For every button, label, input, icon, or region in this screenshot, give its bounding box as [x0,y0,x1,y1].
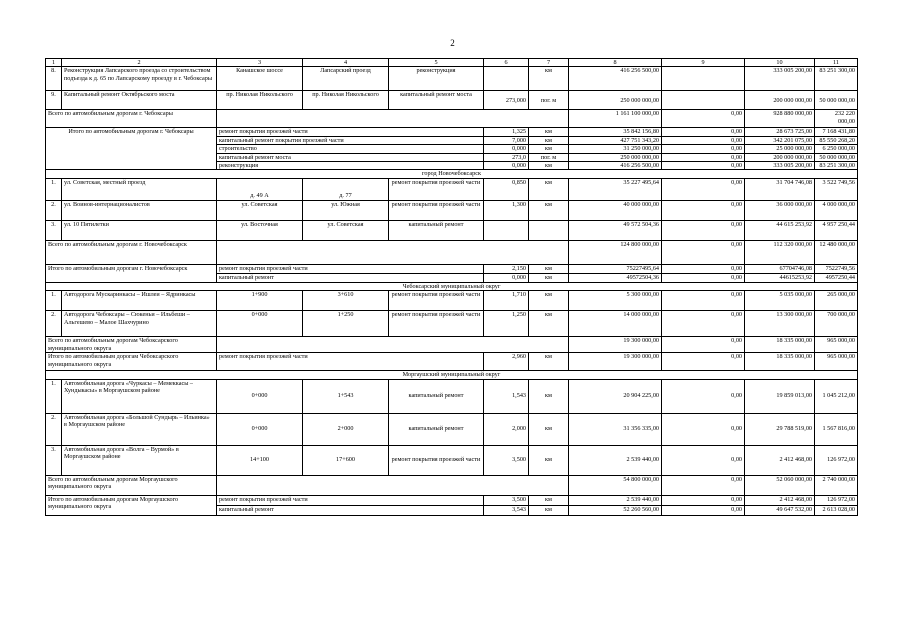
road-name: Автодорога Чебоксары – Сюкеньи – Ильбеши – Альгешево – Малое Шахчурино [62,311,217,337]
quantity: 0,000 [484,273,529,282]
table-row [46,291,858,311]
column-10-amount: 13 300 000,00 [745,311,815,337]
section-header-row [46,282,858,290]
column-9-amount [662,67,745,91]
total-amount: 1 161 100 000,00 [569,110,662,128]
row-number: 9. [46,91,62,110]
total-amount: 2 539 440,00 [569,495,662,505]
column-9-amount: 0,00 [662,495,745,505]
table-row [46,200,858,220]
column-9-amount: 0,00 [662,445,745,475]
unit: км [529,273,569,282]
road-name: Капитальный ремонт Октябрьского моста [62,91,217,110]
unit: км [529,495,569,505]
end-point: Лапсарский проезд [303,67,389,91]
column-10-amount: 200 000 000,00 [745,153,815,161]
quantity: 7,000 [484,136,529,144]
column-11-amount: 965 000,00 [815,353,858,371]
section-title: Чебоксарский муниципальный округ [46,282,858,290]
column-9-amount: 0,00 [662,311,745,337]
total-amount: 75227495,64 [569,264,662,273]
column-9-amount: 0,00 [662,353,745,371]
column-11-amount: 2 740 000,00 [815,475,858,495]
quantity: 2,150 [484,264,529,273]
end-point: 1+543 [303,379,389,413]
column-9-amount: 0,00 [662,145,745,153]
total-amount: 52 260 560,00 [569,505,662,515]
quantity: 0,000 [484,162,529,170]
column-10-amount: 2 412 468,00 [745,495,815,505]
column-11-amount: 83 251 300,00 [815,162,858,170]
column-10-amount: 200 000 000,00 [745,91,815,110]
column-11-amount: 50 000 000,00 [815,91,858,110]
column-9-amount: 0,00 [662,178,745,200]
total-amount: 124 800 000,00 [569,240,662,264]
end-point: 2+000 [303,413,389,445]
total-amount: 54 800 000,00 [569,475,662,495]
quantity: 3,500 [484,495,529,505]
column-11-amount: 83 251 300,00 [815,67,858,91]
road-name: ул. Советская, местный проезд [62,178,217,200]
start-point: ул. Восточная [217,220,303,240]
column-number: 2 [62,59,217,67]
total-row [46,240,858,264]
column-11-amount: 232 220 000,00 [815,110,858,128]
quantity: 1,325 [484,128,529,136]
column-10-amount: 928 880 000,00 [745,110,815,128]
column-10-amount: 44615253,92 [745,273,815,282]
unit: км [529,136,569,144]
work-type: капитальный ремонт [389,379,484,413]
quantity: 273,000 [484,91,529,110]
unit: км [529,353,569,371]
total-amount: 250 000 000,00 [569,91,662,110]
blank-cell [217,337,569,353]
end-point: д. 77 [303,178,389,200]
row-number: 1. [46,379,62,413]
work-type: капитальный ремонт моста [389,91,484,110]
total-amount: 14 000 000,00 [569,311,662,337]
total-row [46,337,858,353]
table-row [46,413,858,445]
unit: км [529,67,569,91]
total-amount: 49 572 504,36 [569,220,662,240]
column-10-amount: 333 005 200,00 [745,67,815,91]
section-title: Моргаушский муниципальный округ [46,371,858,379]
road-name: Автомобильная дорога «Большой Сундырь – Ильинка» в Моргаушском районе [62,413,217,445]
total-amount: 427 751 343,20 [569,136,662,144]
unit: км [529,445,569,475]
quantity: 0,850 [484,178,529,200]
total-amount: 35 227 495,64 [569,178,662,200]
work-type: ремонт покрытия проезжей части [389,445,484,475]
column-number: 6 [484,59,529,67]
work-type: капитальный ремонт моста [217,153,484,161]
row-number: 2. [46,413,62,445]
page-number: 2 [450,38,455,48]
column-10-amount: 112 320 000,00 [745,240,815,264]
start-point: 0+000 [217,413,303,445]
start-point: ул. Советская [217,200,303,220]
subtotal-row [46,353,858,371]
column-number: 11 [815,59,858,67]
total-row [46,110,858,128]
quantity: 273,0 [484,153,529,161]
column-10-amount: 31 704 746,08 [745,178,815,200]
column-11-amount: 6 250 000,00 [815,145,858,153]
column-9-amount: 0,00 [662,153,745,161]
unit: км [529,379,569,413]
column-9-amount: 0,00 [662,273,745,282]
column-9-amount: 0,00 [662,413,745,445]
column-9-amount: 0,00 [662,136,745,144]
column-11-amount: 4957250,44 [815,273,858,282]
column-number: 4 [303,59,389,67]
work-type: реконструкция [217,162,484,170]
column-9-amount: 0,00 [662,291,745,311]
column-10-amount: 44 615 253,92 [745,220,815,240]
unit: км [529,413,569,445]
column-number: 1 [46,59,62,67]
quantity [484,67,529,91]
work-type: ремонт покрытия проезжей части [389,291,484,311]
column-10-amount: 28 673 725,00 [745,128,815,136]
column-10-amount: 67704746,08 [745,264,815,273]
column-11-amount: 126 972,00 [815,445,858,475]
column-number: 5 [389,59,484,67]
subtotal-label: Итого по автомобильным дорогам г. Чебоксары [46,128,217,170]
total-label: Всего по автомобильным дорогам Чебоксарского муниципального округа [46,337,217,353]
unit: км [529,178,569,200]
work-type: ремонт покрытия проезжей части [217,128,484,136]
road-works-table [45,58,858,516]
subtotal-label: Итого по автомобильным дорогам Моргаушского муниципального округа [46,495,217,515]
table-row [46,67,858,91]
table-row [46,220,858,240]
row-number: 1. [46,291,62,311]
column-10-amount: 18 335 000,00 [745,337,815,353]
road-name: ул. 10 Пятилетки [62,220,217,240]
road-name: Автодорога Мускаринкасы – Ишлеи – Ядринкасы [62,291,217,311]
column-11-amount: 1 045 212,00 [815,379,858,413]
blank-cell [217,110,569,128]
unit: км [529,128,569,136]
subtotal-row [46,128,858,136]
total-amount: 5 300 000,00 [569,291,662,311]
work-type: ремонт покрытия проезжей части [217,495,484,505]
column-10-amount: 36 000 000,00 [745,200,815,220]
total-amount: 416 256 500,00 [569,162,662,170]
start-point: Канашское шоссе [217,67,303,91]
column-11-amount: 1 567 816,00 [815,413,858,445]
column-11-amount: 85 550 268,20 [815,136,858,144]
column-11-amount: 2 613 028,00 [815,505,858,515]
work-type: капитальный ремонт [389,220,484,240]
column-11-amount: 700 000,00 [815,311,858,337]
table-row [46,445,858,475]
total-amount: 250 000 000,00 [569,153,662,161]
column-10-amount: 5 035 000,00 [745,291,815,311]
column-number: 7 [529,59,569,67]
column-9-amount: 0,00 [662,110,745,128]
quantity: 1,300 [484,200,529,220]
unit: км [529,291,569,311]
unit: пог. м [529,153,569,161]
column-10-amount: 18 335 000,00 [745,353,815,371]
quantity: 3,500 [484,445,529,475]
column-9-amount: 0,00 [662,220,745,240]
end-point: 17+600 [303,445,389,475]
column-9-amount: 0,00 [662,475,745,495]
unit: км [529,505,569,515]
row-number: 2. [46,311,62,337]
quantity: 2,000 [484,413,529,445]
section-title: город Новочебоксарск [46,170,858,178]
column-9-amount: 0,00 [662,379,745,413]
column-10-amount: 2 412 468,00 [745,445,815,475]
column-number: 3 [217,59,303,67]
section-header-row [46,371,858,379]
column-10-amount: 19 859 013,00 [745,379,815,413]
column-11-amount: 7522749,56 [815,264,858,273]
total-label: Всего по автомобильным дорогам г. Новочебоксарск [46,240,217,264]
total-row [46,475,858,495]
work-type: ремонт покрытия проезжей части [389,200,484,220]
work-type: строительство [217,145,484,153]
start-point: д. 49 А [217,178,303,200]
column-number: 8 [569,59,662,67]
start-point: 0+000 [217,311,303,337]
subtotal-label: Итого по автомобильным дорогам г. Новочебоксарск [46,264,217,282]
column-10-amount: 52 060 000,00 [745,475,815,495]
quantity: 0,000 [484,145,529,153]
column-11-amount: 3 522 749,56 [815,178,858,200]
total-amount: 2 539 440,00 [569,445,662,475]
work-type: капитальный ремонт [217,505,484,515]
end-point: пр. Николая Никольского [303,91,389,110]
end-point: 1+250 [303,311,389,337]
work-type: ремонт покрытия проезжей части [389,311,484,337]
start-point: пр. Николая Никольского [217,91,303,110]
subtotal-row [46,264,858,273]
work-type: капитальный ремонт [217,273,484,282]
total-label: Всего по автомобильным дорогам г. Чебоксары [46,110,217,128]
column-9-amount: 0,00 [662,128,745,136]
column-10-amount: 29 788 519,00 [745,413,815,445]
total-amount: 20 904 225,00 [569,379,662,413]
quantity: 1,710 [484,291,529,311]
column-number-row [46,59,858,67]
total-amount: 31 356 335,00 [569,413,662,445]
column-11-amount: 965 000,00 [815,337,858,353]
unit: пог. м [529,91,569,110]
column-9-amount: 0,00 [662,200,745,220]
unit: км [529,200,569,220]
quantity: 3,543 [484,505,529,515]
column-number: 9 [662,59,745,67]
column-11-amount: 4 957 250,44 [815,220,858,240]
work-type: реконструкция [389,67,484,91]
column-11-amount: 50 000 000,00 [815,153,858,161]
total-amount: 35 842 156,80 [569,128,662,136]
road-name: Автомобильная дорога «Волга – Вурмой» в Моргаушском районе [62,445,217,475]
column-9-amount: 0,00 [662,337,745,353]
column-11-amount: 7 168 431,80 [815,128,858,136]
unit: км [529,311,569,337]
unit: км [529,145,569,153]
quantity: 1,250 [484,311,529,337]
road-name: ул. Воинов-интернационалистов [62,200,217,220]
row-number: 2. [46,200,62,220]
total-amount: 19 300 000,00 [569,337,662,353]
quantity: 1,543 [484,379,529,413]
row-number: 8. [46,67,62,91]
column-9-amount [662,91,745,110]
table-row [46,379,858,413]
column-9-amount: 0,00 [662,264,745,273]
section-header-row [46,170,858,178]
total-amount: 49572504,36 [569,273,662,282]
total-amount: 40 000 000,00 [569,200,662,220]
work-type: капитальный ремонт [389,413,484,445]
column-number: 10 [745,59,815,67]
unit [529,220,569,240]
work-type: ремонт покрытия проезжей части [217,353,484,371]
column-10-amount: 333 005 200,00 [745,162,815,170]
column-9-amount: 0,00 [662,240,745,264]
column-11-amount: 4 000 000,00 [815,200,858,220]
table-row [46,91,858,110]
total-label: Всего по автомобильным дорогам Моргаушского муниципального округа [46,475,217,495]
column-11-amount: 12 480 000,00 [815,240,858,264]
row-number: 3. [46,220,62,240]
column-9-amount: 0,00 [662,162,745,170]
road-name: Реконструкция Лапсарского проезда со строительством подъезда к д. 65 по Лапсарскому проезду в г. Чебоксары [62,67,217,91]
quantity [484,220,529,240]
total-amount: 19 300 000,00 [569,353,662,371]
column-11-amount: 126 972,00 [815,495,858,505]
row-number: 3. [46,445,62,475]
work-type: ремонт покрытия проезжей части [217,264,484,273]
subtotal-label: Итого по автомобильным дорогам Чебоксарского муниципального округа [46,353,217,371]
table-row [46,311,858,337]
start-point: 0+000 [217,379,303,413]
total-amount: 31 250 000,00 [569,145,662,153]
column-10-amount: 342 201 075,00 [745,136,815,144]
column-11-amount: 265 000,00 [815,291,858,311]
road-name: Автомобильная дорога «Чуркасы – Мемеккасы – Хундыкасы» в Моргаушском районе [62,379,217,413]
end-point: ул. Южная [303,200,389,220]
total-amount: 416 256 500,00 [569,67,662,91]
work-type: ремонт покрытия проезжей части [389,178,484,200]
end-point: 3+610 [303,291,389,311]
column-10-amount: 25 000 000,00 [745,145,815,153]
end-point: ул. Советская [303,220,389,240]
column-10-amount: 49 647 532,00 [745,505,815,515]
row-number: 1. [46,178,62,200]
table-row [46,178,858,200]
unit: км [529,264,569,273]
quantity: 2,960 [484,353,529,371]
column-9-amount: 0,00 [662,505,745,515]
blank-cell [217,240,569,264]
start-point: 1+900 [217,291,303,311]
blank-cell [217,475,569,495]
unit: км [529,162,569,170]
subtotal-row [46,495,858,505]
start-point: 14+100 [217,445,303,475]
work-type: капитальный ремонт покрытия проезжей части [217,136,484,144]
